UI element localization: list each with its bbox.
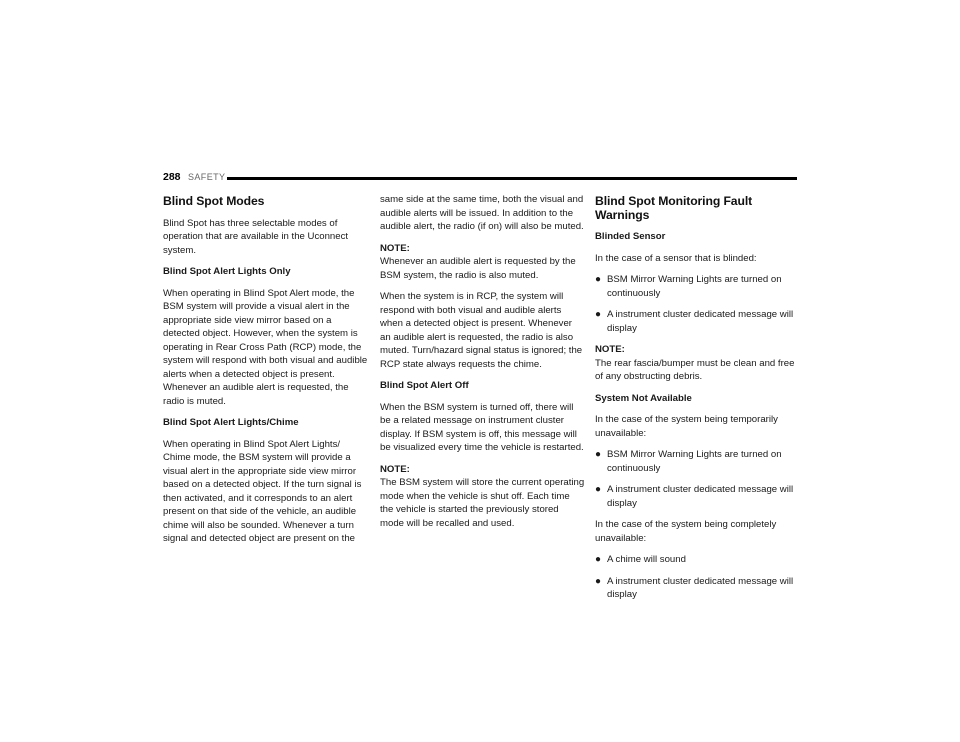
section-title-fault-warnings: Blind Spot Monitoring Fault Warnings [595,194,753,222]
note-label: NOTE: [380,463,410,475]
paragraph-alert-lights-chime: When operating in Blind Spot Alert Lights/ Chime mode, the BSM system will provide a visual alert in the appropriate side view mirror based on a detected object. If the turn signal is then activated, and it corresponds to an alert present on that side of the vehicle, an audible chime will also be sounded. Whenever a turn signal and detected object are present on the [163,438,362,544]
section-title-blind-spot-modes: Blind Spot Modes [163,194,265,208]
note-rear-fascia [595,343,800,384]
bullet-list-temporary [595,448,800,510]
paragraph-continued: same side at the same time, both the visual and audible alerts will be issued. In addition to the audible alert, the radio (if on) will also be muted. [380,194,584,232]
note-label: NOTE: [380,242,410,254]
list-item: ● BSM Mirror Warning Lights are turned on continuously [595,449,782,474]
list-item: ● A chime will sound [595,554,686,565]
paragraph-alert-off: When the BSM system is turned off, there will be a related message on instrument cluster display. If BSM system is off, this message will be visualized every time the vehicle is restarted. [380,401,584,453]
bullet-list-complete [595,553,800,602]
bullet-icon: ● [595,274,602,285]
list-item: ● BSM Mirror Warning Lights are turned on continuously [595,274,782,299]
list-item: ● A instrument cluster dedicated message will display [595,484,794,509]
page-number: 288 [163,171,181,183]
section-name: SAFETY [188,171,226,182]
subheading-alert-lights-chime: Blind Spot Alert Lights/Chime [163,417,299,428]
note-operating-mode [380,463,585,531]
paragraph-blinded-intro: In the case of a sensor that is blinded: [595,252,757,264]
bullet-icon: ● [595,575,602,587]
header-rule [227,177,797,180]
note-text: Whenever an audible alert is requested by the BSM system, the radio is also muted. [380,256,576,281]
note-radio-muted [380,242,585,283]
page-header [163,171,797,187]
paragraph-temporarily-unavailable: In the case of the system being temporarily unavailable: [595,414,778,439]
column-left [163,195,368,554]
bullet-icon: ● [595,554,602,565]
column-right [595,195,800,610]
bullet-icon: ● [595,484,602,495]
subheading-system-not-available: System Not Available [595,392,692,404]
subheading-alert-lights-only: Blind Spot Alert Lights Only [163,266,291,277]
bullet-icon: ● [595,309,602,320]
subheading-blinded-sensor: Blinded Sensor [595,231,666,242]
bullet-list-blinded [595,273,800,335]
intro-paragraph: Blind Spot has three selectable modes of operation that are available in the Uconnect system. [163,217,349,256]
paragraph-completely-unavailable: In the case of the system being completely unavailable: [595,519,777,544]
subheading-alert-off: Blind Spot Alert Off [380,380,469,391]
paragraph-rcp: When the system is in RCP, the system will respond with both visual and audible alerts when a detected object is present. Whenever an audible alert is requested, the radio is also muted. Turn/hazard signal status is ignored; the RCP state always requests the chime. [380,291,583,370]
paragraph-alert-lights-only: When operating in Blind Spot Alert mode, the BSM system will provide a visual alert in the appropriate side view mirror based on a detected object. However, when the system is operating in Rear Cross Path (RCP) mode, the system will respond with both visual and audible alerts when a detected object is present. Whenever an audible alert is requested, the radio is muted. [163,287,368,407]
note-text: The rear fascia/bumper must be clean and free of any obstructing debris. [595,357,795,382]
column-middle [380,193,585,538]
note-label: NOTE: [595,344,625,355]
list-item: ● A instrument cluster dedicated message will display [595,309,794,334]
list-item: ● A instrument cluster dedicated message will display [595,575,794,600]
bullet-icon: ● [595,449,602,460]
note-text: The BSM system will store the current operating mode when the vehicle is shut off. Each time the vehicle is started the previously stored mode will be recalled and used. [380,477,585,529]
